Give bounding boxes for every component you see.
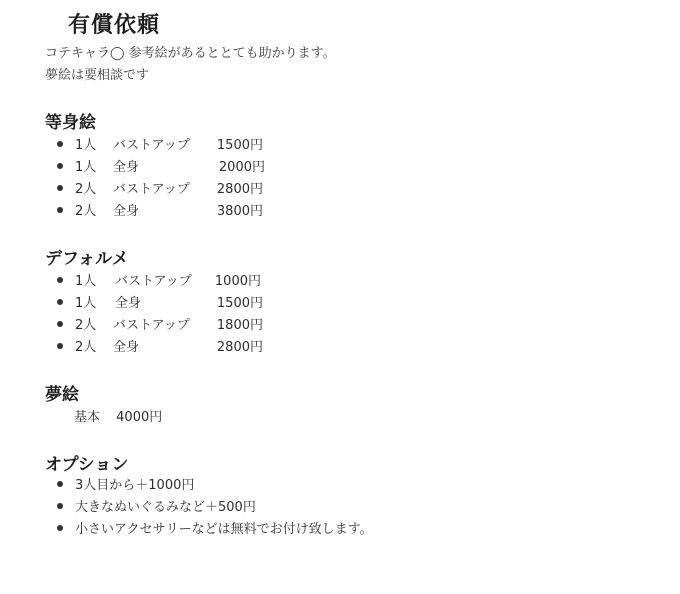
bullet-icon	[57, 163, 63, 169]
item-type: バストアップ	[113, 138, 190, 153]
item-price: 2000円	[218, 160, 265, 175]
section-heading-yume: 夢絵	[45, 385, 79, 405]
item-people: 1人	[75, 296, 97, 311]
item-price: 3800円	[216, 204, 263, 219]
item-price: 1000円	[214, 274, 261, 289]
bullet-icon	[57, 525, 63, 531]
bullet-icon	[57, 141, 63, 147]
item-type: 全身	[113, 160, 140, 175]
item-people: 2人	[75, 182, 97, 197]
item-people: 1人	[75, 160, 97, 175]
intro-line: コテキャラ◯ 参考絵があるととても助かります。	[45, 46, 336, 61]
option-text: 3人目から＋1000円	[75, 478, 195, 493]
bullet-icon	[57, 277, 63, 283]
section-heading-deform: デフォルメ	[45, 249, 129, 269]
yume-price: 4000円	[116, 410, 163, 425]
yume-price-line	[74, 406, 174, 425]
section-heading-option: オプション	[45, 455, 129, 475]
item-type: 全身	[115, 296, 142, 311]
bullet-icon	[57, 343, 63, 349]
option-text: 大きなぬいぐるみなど＋500円	[75, 500, 256, 515]
option-text: 小さいアクセサリーなどは無料でお付け致します。	[75, 522, 373, 537]
item-type: 全身	[113, 340, 140, 355]
bullet-icon	[57, 321, 63, 327]
item-price: 1800円	[216, 318, 263, 333]
item-type: バストアップ	[115, 274, 192, 289]
item-type: バストアップ	[113, 318, 190, 333]
item-people: 2人	[75, 318, 97, 333]
item-type: バストアップ	[113, 182, 190, 197]
item-price: 1500円	[216, 296, 263, 311]
page-title: 有償依頼	[68, 13, 161, 38]
item-price: 1500円	[216, 138, 263, 153]
intro-line: 夢絵は要相談です	[45, 68, 150, 83]
bullet-icon	[57, 503, 63, 509]
item-people: 1人	[75, 274, 97, 289]
item-type: 全身	[113, 204, 140, 219]
item-people: 1人	[75, 138, 97, 153]
item-price: 2800円	[216, 182, 263, 197]
bullet-icon	[57, 207, 63, 213]
bullet-icon	[57, 185, 63, 191]
section-heading-toshin: 等身絵	[45, 113, 96, 133]
yume-label: 基本	[74, 410, 101, 425]
bullet-icon	[57, 299, 63, 305]
bullet-icon	[57, 481, 63, 487]
item-people: 2人	[75, 340, 97, 355]
item-people: 2人	[75, 204, 97, 219]
item-price: 2800円	[216, 340, 263, 355]
